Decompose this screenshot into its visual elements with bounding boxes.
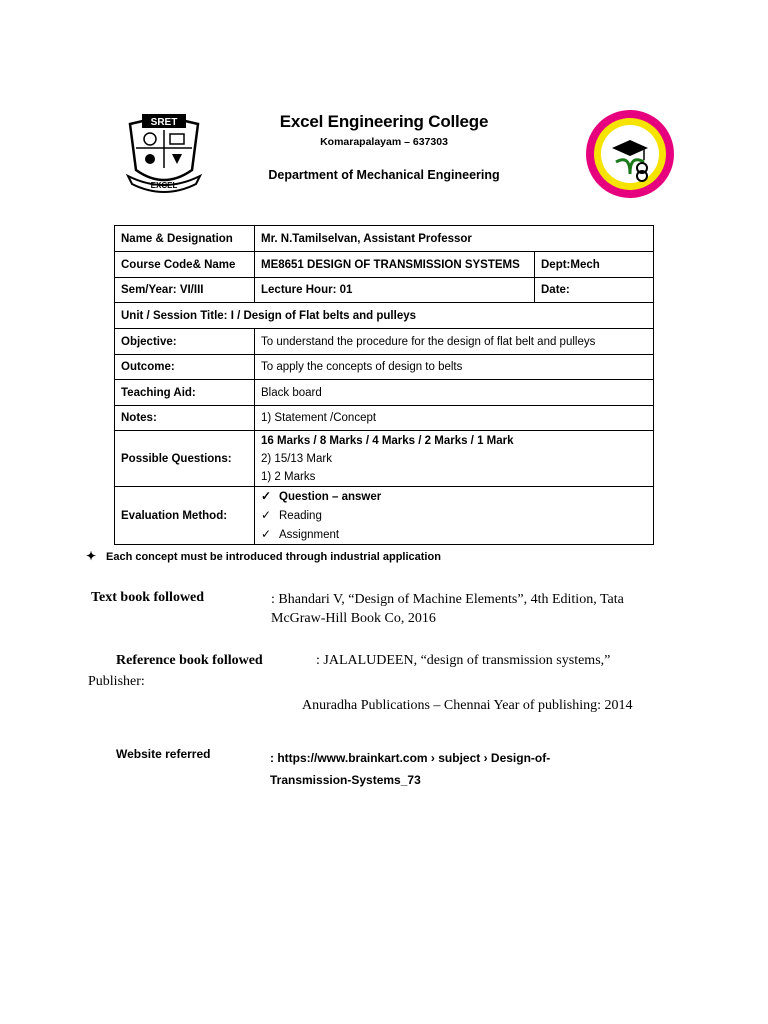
evaluation-item: ✓ Assignment: [261, 527, 340, 541]
checkmark-icon: ✓: [261, 489, 272, 503]
college-address: Komarapalayam – 637303: [320, 136, 448, 148]
sret-logo: [122, 110, 206, 194]
website-label: Website referred: [116, 747, 211, 761]
questions-line: 1) 2 Marks: [261, 470, 316, 483]
evaluation-method-value: [255, 487, 654, 545]
table-row: [115, 355, 654, 380]
checkmark-icon: ✓: [261, 527, 272, 541]
date-label: Date:: [535, 278, 654, 303]
possible-questions-value: [255, 431, 654, 487]
course-label: Course Code& Name: [115, 252, 255, 278]
table-row: [115, 329, 654, 355]
lecture-hour: Lecture Hour: 01: [255, 278, 535, 303]
teaching-aid-value: Black board: [255, 380, 654, 406]
table-row: [115, 406, 654, 431]
notes-value: 1) Statement /Concept: [255, 406, 654, 431]
notes-label: Notes:: [115, 406, 255, 431]
college-name: Excel Engineering College: [279, 112, 489, 131]
textbook-label: Text book followed: [91, 590, 205, 605]
publisher-label: Publisher:: [88, 674, 145, 689]
outcome-label: Outcome:: [115, 355, 255, 380]
unit-session-title: Unit / Session Title: I / Design of Flat belts and pulleys: [115, 303, 654, 329]
table-row: [115, 226, 654, 252]
four-point-star-icon: ✦: [86, 549, 97, 563]
textbook-value: : Bhandari V, “Design of Machine Elements”, 4th Edition, Tata McGraw-Hill Book Co, 2016: [271, 592, 624, 626]
sem-year-label: Sem/Year: VI/III: [115, 278, 255, 303]
table-row: [115, 380, 654, 406]
table-row: [115, 431, 654, 487]
table-row: [115, 252, 654, 278]
session-info-table: [114, 225, 654, 545]
table-row: [115, 303, 654, 329]
name-designation-label: Name & Designation: [115, 226, 255, 252]
objective-label: Objective:: [115, 329, 255, 355]
publisher-value: Anuradha Publications – Chennai Year of publishing: 2014: [302, 698, 633, 713]
questions-line: 2) 15/13 Mark: [261, 452, 332, 465]
table-row: [115, 487, 654, 545]
questions-line: 16 Marks / 8 Marks / 4 Marks / 2 Marks / 1 Mark: [261, 434, 514, 447]
course-value: ME8651 DESIGN OF TRANSMISSION SYSTEMS: [255, 252, 535, 278]
sret-logo-top-text: SRET: [150, 117, 178, 128]
industrial-application-note: ✦ Each concept must be introduced through industrial application: [86, 549, 441, 563]
name-designation-value: Mr. N.Tamilselvan, Assistant Professor: [255, 226, 654, 252]
dept-value: Dept:Mech: [535, 252, 654, 278]
table-row: [115, 278, 654, 303]
sret-logo-bottom-text: EXCEL: [150, 181, 178, 190]
objective-value: To understand the procedure for the design of flat belt and pulleys: [255, 329, 654, 355]
evaluation-item: ✓ Question – answer: [261, 489, 382, 503]
reference-book-value: : JALALUDEEN, “design of transmission systems,”: [316, 653, 611, 668]
outcome-value: To apply the concepts of design to belts: [255, 355, 654, 380]
website-value: : https://www.brainkart.com › subject › Design-of-Transmission-Systems_73: [270, 751, 551, 787]
department-name: Department of Mechanical Engineering: [268, 168, 500, 182]
checkmark-icon: ✓: [261, 508, 272, 522]
evaluation-item: ✓ Reading: [261, 508, 322, 522]
possible-questions-label: Possible Questions:: [115, 431, 255, 487]
evaluation-method-label: Evaluation Method:: [115, 487, 255, 545]
college-seal-logo: [584, 108, 676, 200]
reference-book-label: Reference book followed: [116, 653, 263, 668]
teaching-aid-label: Teaching Aid:: [115, 380, 255, 406]
